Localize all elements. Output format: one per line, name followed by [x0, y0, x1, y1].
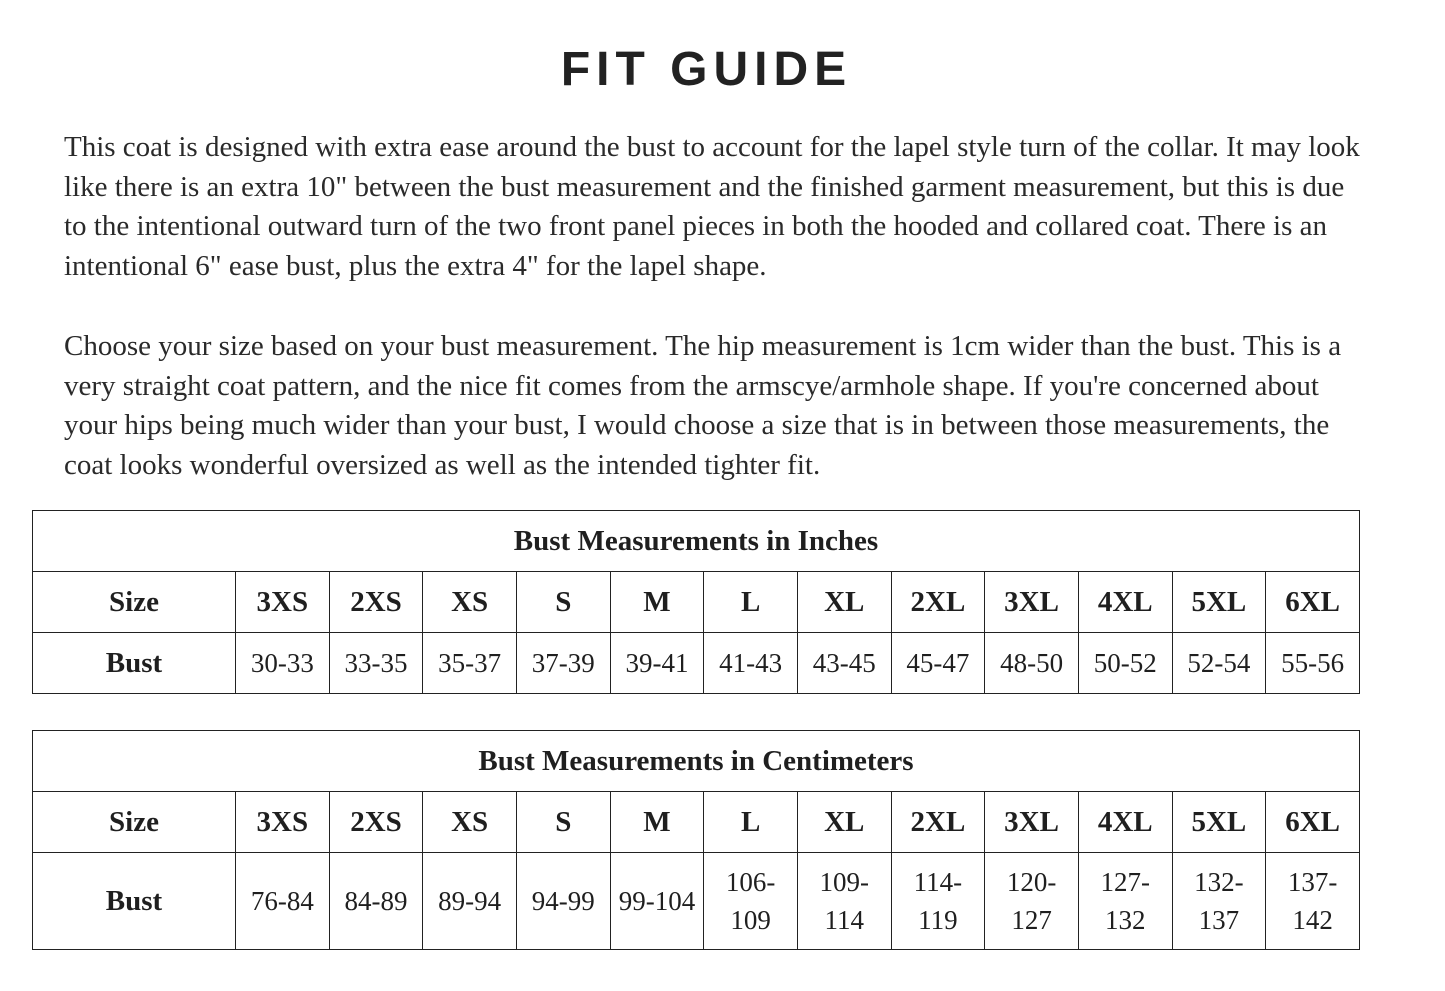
bust-cell: 94-99 — [516, 853, 610, 950]
size-cell: S — [516, 572, 610, 633]
bust-cell: 89-94 — [423, 853, 517, 950]
size-cell: XS — [423, 792, 517, 853]
size-cell: 3XL — [985, 792, 1079, 853]
size-row-label: Size — [33, 792, 236, 853]
size-cell: 2XL — [891, 572, 985, 633]
bust-cell: 35-37 — [423, 633, 517, 694]
bust-cell: 30-33 — [236, 633, 330, 694]
size-cell: 3XL — [985, 572, 1079, 633]
size-cell: 4XL — [1078, 572, 1172, 633]
bust-cell: 84-89 — [329, 853, 423, 950]
bust-inches-table — [32, 510, 1360, 694]
size-header-row — [33, 792, 1360, 853]
size-cell: 4XL — [1078, 792, 1172, 853]
bust-cell: 114- 119 — [891, 853, 985, 950]
bust-cell: 45-47 — [891, 633, 985, 694]
bust-cell: 50-52 — [1078, 633, 1172, 694]
size-row-label: Size — [33, 572, 236, 633]
bust-cell: 33-35 — [329, 633, 423, 694]
bust-row-label: Bust — [33, 853, 236, 950]
intro-paragraph-ease: This coat is designed with extra ease around the bust to account for the lapel style turn of the collar. It may look like there is an extra 10" between the bust measurement and the finished garment measurement, but this is due to the intentional outward turn of the two front panel pieces in both the hooded and collared coat. There is an intentional 6" ease bust, plus the extra 4" for the lapel shape. — [64, 131, 1360, 282]
bust-row — [33, 633, 1360, 694]
bust-cell: 109- 114 — [797, 853, 891, 950]
bust-cell: 41-43 — [704, 633, 798, 694]
bust-cell: 132- 137 — [1172, 853, 1266, 950]
bust-cell: 48-50 — [985, 633, 1079, 694]
size-cell: 6XL — [1266, 792, 1360, 853]
size-cell: 2XS — [329, 792, 423, 853]
size-cell: 2XS — [329, 572, 423, 633]
size-cell: L — [704, 572, 798, 633]
bust-cell: 55-56 — [1266, 633, 1360, 694]
size-cell: XL — [797, 792, 891, 853]
bust-row-label: Bust — [33, 633, 236, 694]
size-cell: 3XS — [236, 572, 330, 633]
bust-cell: 76-84 — [236, 853, 330, 950]
size-cell: XS — [423, 572, 517, 633]
size-cell: M — [610, 572, 704, 633]
bust-cell: 127- 132 — [1078, 853, 1172, 950]
bust-cell: 137- 142 — [1266, 853, 1360, 950]
size-cell: 2XL — [891, 792, 985, 853]
size-cell: L — [704, 792, 798, 853]
size-cell: 5XL — [1172, 792, 1266, 853]
intro-paragraph-sizing: Choose your size based on your bust measurement. The hip measurement is 1cm wider than the bust. This is a very straight coat pattern, and the nice fit comes from the armscye/armhole shape. If you're concerned about your hips being much wider than your bust, I would choose a size that is in between those measurements, the coat looks wonderful oversized as well as the intended tighter fit. — [64, 330, 1342, 481]
size-cell: XL — [797, 572, 891, 633]
bust-cell: 99-104 — [610, 853, 704, 950]
bust-cell: 106- 109 — [704, 853, 798, 950]
bust-cell: 120- 127 — [985, 853, 1079, 950]
bust-cell: 43-45 — [797, 633, 891, 694]
bust-cell: 39-41 — [610, 633, 704, 694]
size-cell: 5XL — [1172, 572, 1266, 633]
size-cell: M — [610, 792, 704, 853]
bust-cell: 52-54 — [1172, 633, 1266, 694]
bust-row — [33, 853, 1360, 950]
bust-centimeters-table — [32, 730, 1360, 950]
size-cell: S — [516, 792, 610, 853]
table-caption: Bust Measurements in Centimeters — [33, 731, 1360, 792]
size-cell: 6XL — [1266, 572, 1360, 633]
size-cell: 3XS — [236, 792, 330, 853]
size-header-row — [33, 572, 1360, 633]
table-caption: Bust Measurements in Inches — [33, 511, 1360, 572]
page-title: FIT GUIDE — [560, 43, 853, 96]
bust-cell: 37-39 — [516, 633, 610, 694]
